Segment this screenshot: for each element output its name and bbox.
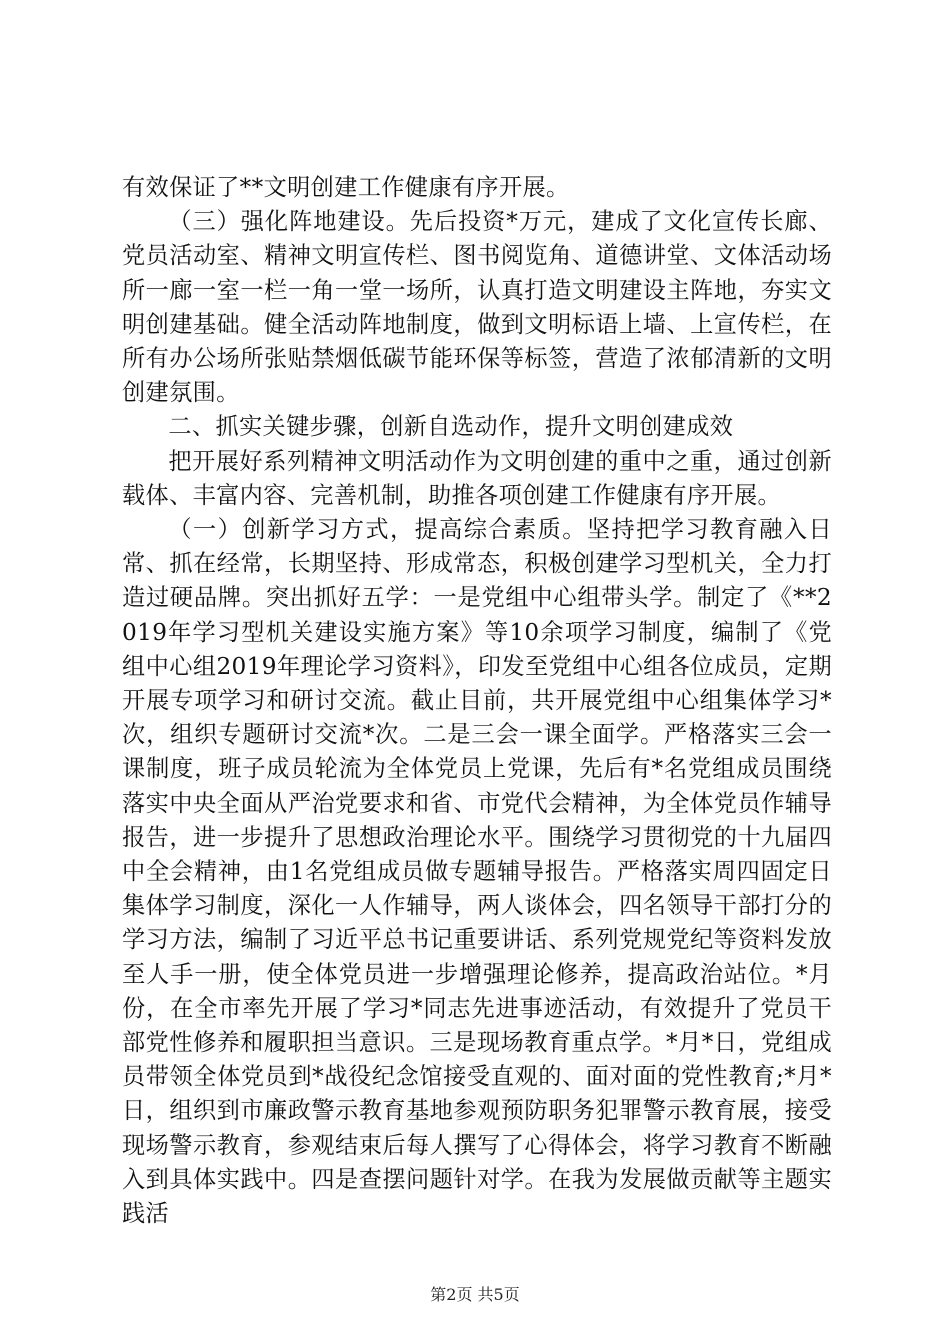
page-number-footer: 第2页 共5页 (430, 1285, 520, 1304)
paragraph-section-2-intro: 把开展好系列精神文明活动作为文明创建的重中之重，通过创新载体、丰富内容、完善机制，助推各项创建工作健康有序开展。 (122, 447, 832, 509)
section-heading-2: 二、抓实关键步骤，创新自选动作，提升文明创建成效 (168, 413, 734, 441)
paragraph-strengthen-position-building: （三）强化阵地建设。先后投资*万元，建成了文化宣传长廊、党员活动室、精神文明宣传栏、图书阅览角、道德讲堂、文体活动场所一廊一室一栏一角一堂一场所，认真打造文明建设主阵地，夯实文明创建基础。健全活动阵地制度，做到文明标语上墙、上宣传栏，在所有办公场所张贴禁烟低碳节能环保等标签，营造了浓郁清新的文明创建氛围。 (122, 208, 832, 407)
paragraph-continuation: 有效保证了**文明创建工作健康有序开展。 (122, 174, 570, 201)
document-body (122, 171, 832, 1231)
paragraph-innovate-learning: （一）创新学习方式，提高综合素质。坚持把学习教育融入日常、抓在经常，长期坚持、形成常态，积极创建学习型机关，全力打造过硬品牌。突出抓好五学：一是党组中心组带头学。制定了《**2019年学习型机关建设实施方案》等10余项学习制度，编制了《党组中心组2019年理论学习资料》，印发至党组中心组各位成员，定期开展专项学习和研讨交流。截止目前，共开展党组中心组集体学习*次，组织专题研讨交流*次。二是三会一课全面学。严格落实三会一课制度，班子成员轮流为全体党员上党课，先后有*名党组成员围绕落实中央全面从严治党要求和省、市党代会精神，为全体党员作辅导报告，进一步提升了思想政治理论水平。围绕学习贯彻党的十九届四中全会精神，由1名党组成员做专题辅导报告。严格落实周四固定日集体学习制度，深化一人作辅导，两人谈体会，四名领导干部打分的学习方法，编制了习近平总书记重要讲话、系列党规党纪等资料发放至人手一册，使全体党员进一步增强理论修养，提高政治站位。*月份，在全市率先开展了学习*同志先进事迹活动，有效提升了党员干部党性修养和履职担当意识。三是现场教育重点学。*月*日，党组成员带领全体党员到*战役纪念馆接受直观的、面对面的党性教育;*月*日，组织到市廉政警示教育基地参观预防职务犯罪警示教育展，接受现场警示教育，参观结束后每人撰写了心得体会，将学习教育不断融入到具体实践中。四是查摆问题针对学。在我为发展做贡献等主题实践活 (122, 516, 832, 1228)
